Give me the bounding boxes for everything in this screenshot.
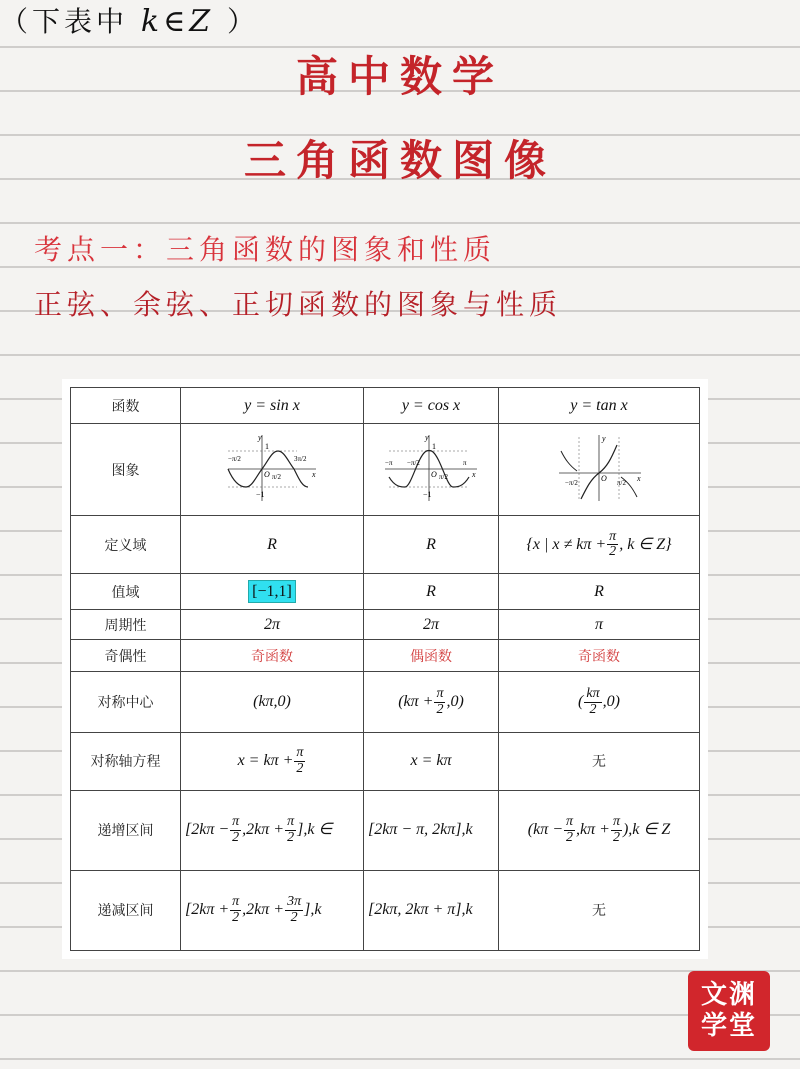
table-row (71, 672, 700, 732)
numerator: π (436, 685, 444, 701)
func-tan: y = tan x (499, 388, 700, 424)
fraction (230, 895, 241, 925)
tick-neg-pi-half: −π/2 (407, 459, 420, 468)
note-suffix: ） (214, 5, 260, 38)
parity-tan: 奇函数 (499, 640, 700, 672)
page-title-2: 三角函数图像 (243, 136, 556, 185)
period-sin: 2π (181, 610, 364, 640)
graph-cos-cell (364, 424, 499, 516)
parity-sin: 奇函数 (181, 640, 364, 672)
axis-tan: 无 (499, 732, 700, 790)
decreasing-sin (181, 870, 364, 950)
func-sin: y = sin x (181, 388, 364, 424)
page-title-1: 高中数学 (295, 52, 504, 101)
axis-sin-pre: x = kπ + (237, 751, 294, 769)
range-cos: R (364, 574, 499, 610)
sine-graph (222, 431, 322, 503)
tick-pi-half: π/2 (439, 473, 448, 482)
origin-label: O (601, 474, 607, 484)
denominator: 2 (287, 829, 295, 845)
part: ,2kπ + (242, 820, 285, 838)
axis-label-y: y (425, 433, 429, 443)
stamp-line-2: 学堂 (700, 1011, 757, 1041)
tangent-graph (549, 431, 649, 503)
row-label: 奇偶性 (71, 640, 181, 672)
center-tan-pre: ( (578, 692, 584, 710)
fraction (230, 815, 241, 845)
denominator: 2 (566, 829, 574, 845)
tick-neg-one: −1 (423, 490, 432, 500)
numerator: π (609, 528, 617, 544)
fraction (564, 815, 575, 845)
axis-label-x: x (312, 470, 316, 480)
tick-one: 1 (265, 442, 269, 452)
axis-sin (181, 732, 364, 790)
table-note (0, 0, 800, 40)
numerator: π (296, 744, 304, 760)
denominator: 2 (436, 701, 444, 717)
row-label: 值域 (71, 574, 181, 610)
row-label: 定义域 (71, 516, 181, 574)
func-cos: y = cos x (364, 388, 499, 424)
tick-pi: π (463, 459, 467, 468)
row-label: 递减区间 (71, 870, 181, 950)
decreasing-tan: 无 (499, 870, 700, 950)
numerator: kπ (586, 685, 600, 701)
numerator: π (612, 814, 620, 830)
fraction (294, 746, 305, 776)
axis-label-x: x (637, 474, 641, 484)
table-row (71, 574, 700, 610)
domain-tan-pre: {x | x ≠ kπ + (526, 535, 607, 553)
row-label: 递增区间 (71, 790, 181, 870)
domain-sin: R (181, 516, 364, 574)
domain-tan (499, 516, 700, 574)
note-prefix: （下表中 (0, 5, 141, 38)
increasing-cos: [2kπ − π, 2kπ],k (364, 790, 499, 870)
fraction (434, 687, 445, 717)
table-row (71, 870, 700, 950)
part: [2kπ − (185, 820, 230, 838)
numerator: π (287, 814, 295, 830)
row-label: 图象 (71, 424, 181, 516)
axis-cos: x = kπ (364, 732, 499, 790)
numerator: π (566, 814, 574, 830)
tick-pi-half: π/2 (617, 479, 626, 488)
parity-cos: 偶函数 (364, 640, 499, 672)
range-sin (181, 574, 364, 610)
part: (kπ − (527, 820, 564, 838)
center-tan-post: ,0) (602, 692, 620, 710)
topic-heading: 考点一：三角函数的图象和性质 (34, 233, 497, 266)
period-tan: π (499, 610, 700, 640)
table-row (71, 610, 700, 640)
fraction (607, 530, 618, 560)
trig-properties-table (70, 387, 700, 951)
denominator: 2 (609, 544, 617, 560)
denominator: 2 (612, 829, 620, 845)
fraction (584, 687, 601, 717)
row-label: 函数 (71, 388, 181, 424)
numerator: π (232, 814, 240, 830)
graph-tan-cell (499, 424, 700, 516)
increasing-sin (181, 790, 364, 870)
origin-label: O (431, 470, 437, 480)
tick-pi-half: π/2 (272, 473, 281, 482)
highlighted-range: [−1,1] (248, 580, 296, 603)
axis-label-x: x (472, 470, 476, 480)
range-tan: R (499, 574, 700, 610)
axis-label-y: y (258, 433, 262, 443)
center-tan (499, 672, 700, 732)
row-label: 周期性 (71, 610, 181, 640)
center-sin: (kπ,0) (181, 672, 364, 732)
domain-tan-post: , k ∈ Z} (619, 535, 672, 553)
brand-stamp-logo (688, 971, 770, 1051)
numerator: π (232, 894, 240, 910)
table-row (71, 424, 700, 516)
part: ),k ∈ Z (622, 820, 671, 838)
fraction (285, 815, 296, 845)
graph-sin-cell (181, 424, 364, 516)
table-row (71, 790, 700, 870)
center-cos-pre: (kπ + (398, 692, 434, 710)
denominator: 2 (232, 829, 240, 845)
cosine-graph (381, 431, 481, 503)
axis-label-y: y (602, 434, 606, 444)
part: ,kπ + (576, 820, 610, 838)
row-label: 对称中心 (71, 672, 181, 732)
origin-label: O (264, 470, 270, 480)
tick-neg-pi-half: −π/2 (228, 455, 241, 464)
table-row (71, 640, 700, 672)
denominator: 2 (296, 760, 304, 776)
tick-neg-pi: −π (385, 459, 393, 468)
fraction (285, 895, 303, 925)
tick-three-pi-half: 3π/2 (294, 455, 307, 464)
numerator: 3π (287, 894, 302, 910)
domain-cos: R (364, 516, 499, 574)
increasing-tan (499, 790, 700, 870)
part: ],k (304, 901, 322, 919)
tick-neg-one: −1 (256, 490, 265, 500)
period-cos: 2π (364, 610, 499, 640)
tick-one: 1 (432, 442, 436, 452)
center-cos (364, 672, 499, 732)
part: [2kπ + (185, 901, 230, 919)
table-row (71, 516, 700, 574)
fraction (611, 815, 622, 845)
center-cos-post: ,0) (446, 692, 464, 710)
row-label: 对称轴方程 (71, 732, 181, 790)
part: ,2kπ + (242, 901, 285, 919)
table-row (71, 388, 700, 424)
tick-neg-pi-half: −π/2 (565, 479, 578, 488)
section-subtitle: 正弦、余弦、正切函数的图象与性质 (34, 288, 563, 321)
note-math: k∈Z (140, 4, 215, 39)
table-row (71, 732, 700, 790)
denominator: 2 (589, 701, 597, 717)
decreasing-cos: [2kπ, 2kπ + π],k (364, 870, 499, 950)
part: ],k ∈ (297, 820, 333, 838)
denominator: 2 (290, 909, 298, 925)
stamp-line-1: 文渊 (700, 979, 757, 1010)
denominator: 2 (232, 909, 240, 925)
